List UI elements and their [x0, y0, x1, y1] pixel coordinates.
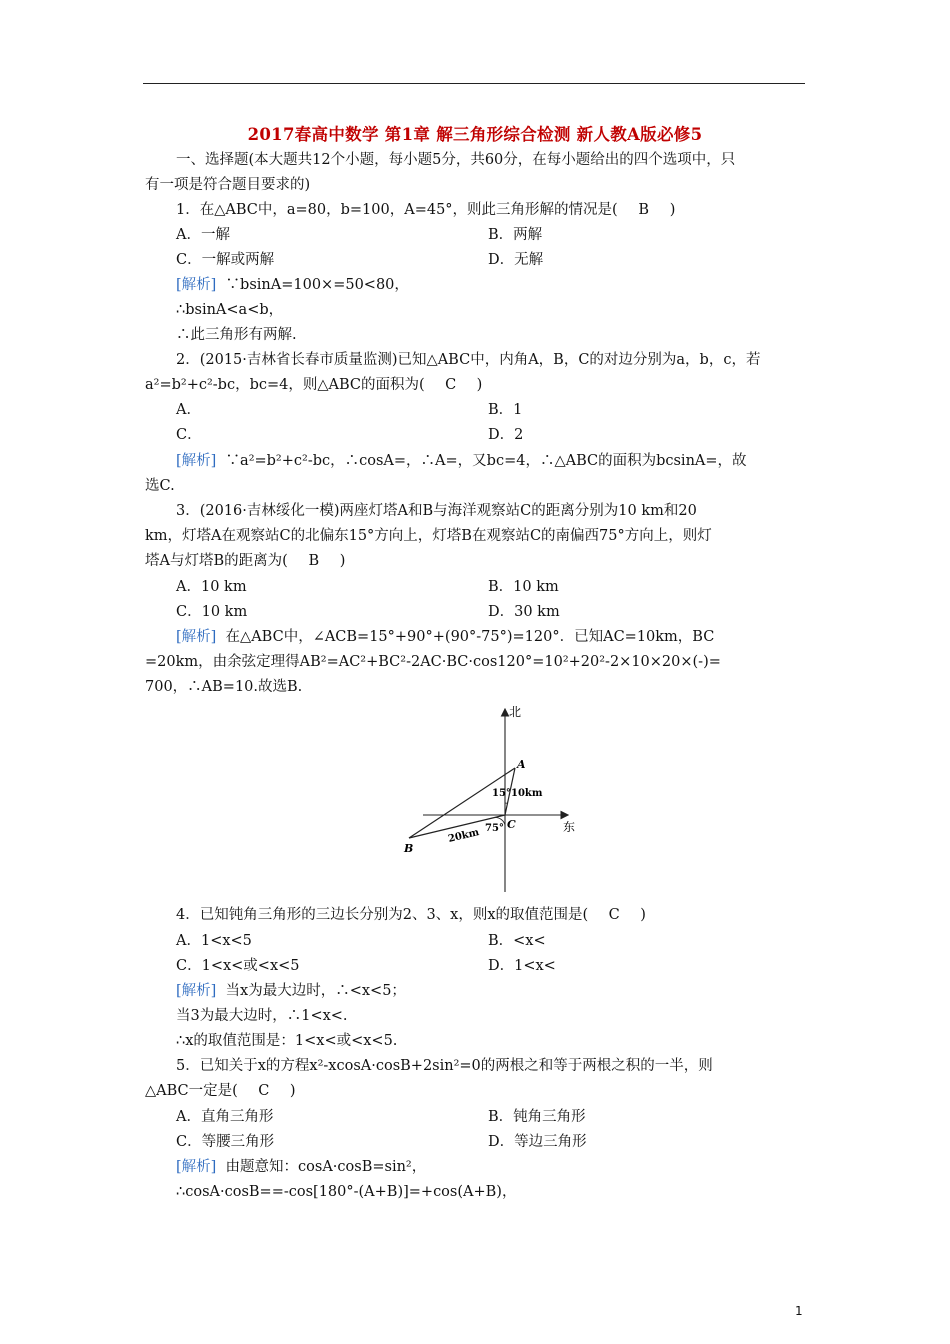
q1-solution-line-3: ∴此三角形有两解. — [176, 327, 297, 343]
q3-option-b: B．10 km — [488, 579, 559, 595]
q3-stem-text: 塔A与灯塔B的距离为( — [145, 553, 288, 569]
q2-solution-line-2: 选C. — [145, 478, 175, 494]
q3-close-paren: ) — [339, 553, 346, 569]
point-b-label: B — [404, 842, 414, 855]
q2-option-b: B．1 — [488, 402, 523, 418]
q3-solution-line-3: 700，∴AB=10.故选B. — [145, 679, 303, 695]
q5-solution-line-1 — [176, 1157, 426, 1177]
q5-solution-line-2: ∴cosA·cosB==-cos[180°-(A+B)]=+cos(A+B)， — [176, 1184, 517, 1200]
q2-option-c: C． — [176, 427, 202, 443]
q2-option-a: A． — [176, 402, 201, 418]
q2-stem-text: a²=b²+c²-bc，bc=4，则△ABC的面积为( — [145, 377, 425, 393]
q4-stem-text: 4．已知钝角三角形的三边长分别为2、3、x，则x的取值范围是( — [176, 907, 589, 923]
north-label: 北 — [509, 705, 522, 719]
q1-solution-text-1: ∵bsinA=100×=50<80， — [225, 277, 409, 293]
q3-solution-line-1 — [176, 627, 714, 647]
q5-solution-text-1: 由题意知：cosA·cosB=sin²， — [225, 1159, 427, 1175]
q4-option-b: B．<x< — [488, 933, 546, 949]
q4-option-c: C．1<x<或<x<5 — [176, 958, 300, 974]
lighthouse-diagram — [395, 700, 590, 900]
distance-20km-label: 20km — [447, 827, 481, 845]
q4-solution-text-1: 当x为最大边时，∴<x<5； — [225, 983, 406, 999]
analysis-tag: [解析] — [176, 983, 217, 999]
q1-answer: B — [638, 202, 650, 218]
header-rule — [143, 83, 805, 84]
q3-answer: B — [308, 553, 320, 569]
page-number: 1 — [795, 1304, 803, 1318]
q3-option-a: A．10 km — [176, 579, 247, 595]
q1-option-d: D．无解 — [488, 252, 544, 268]
q5-option-b: B．钝角三角形 — [488, 1109, 586, 1125]
q1-close-paren: ) — [669, 202, 676, 218]
q4-solution-line-1 — [176, 981, 406, 1001]
q4-stem — [176, 905, 646, 925]
point-a-label: A — [517, 758, 526, 771]
analysis-tag: [解析] — [176, 1159, 217, 1175]
point-c-label: C — [507, 818, 516, 831]
analysis-tag: [解析] — [176, 629, 217, 645]
section-heading-line-1: 一、选择题(本大题共12个小题，每小题5分，共60分，在每小题给出的四个选项中，只 — [176, 152, 736, 168]
q3-stem-line-1: 3．(2016·吉林绥化一模)两座灯塔A和B与海洋观察站C的距离分别为10 km和20 — [176, 503, 697, 519]
q4-close-paren: ) — [640, 907, 646, 923]
q3-stem-line-2: km，灯塔A在观察站C的北偏东15°方向上，灯塔B在观察站C的南偏西75°方向上，则灯 — [145, 528, 712, 544]
q1-stem-text: 1．在△ABC中，a=80，b=100，A=45°，则此三角形解的情况是( — [176, 202, 618, 218]
q3-option-c: C．10 km — [176, 604, 248, 620]
q4-option-d: D．1<x< — [488, 958, 556, 974]
q4-solution-line-3: ∴x的取值范围是：1<x<或<x<5. — [176, 1033, 398, 1049]
q3-stem-line-3 — [145, 551, 345, 571]
q3-option-d: D．30 km — [488, 604, 560, 620]
q2-option-d: D．2 — [488, 427, 524, 443]
document-title: 2017春高中数学 第1章 解三角形综合检测 新人教A版必修5 — [247, 125, 703, 144]
q3-solution-line-2: =20km，由余弦定理得AB²=AC²+BC²-2AC·BC·cos120°=10²+20²-2×10×20×(-)= — [145, 654, 721, 670]
q2-answer: C — [445, 377, 457, 393]
q3-solution-text-1: 在△ABC中，∠ACB=15°+90°+(90°-75°)=120°．已知AC=10km，BC — [225, 629, 715, 645]
angle-15-label: 15° — [492, 788, 511, 799]
q5-stem-line-1: 5．已知关于x的方程x²-xcosA·cosB+2sin²=0的两根之和等于两根之积的一半，则 — [176, 1058, 713, 1074]
q4-answer: C — [608, 907, 620, 923]
q1-solution-line-2: ∴bsinA<a<b， — [176, 302, 284, 318]
q4-option-a: A．1<x<5 — [176, 933, 252, 949]
analysis-tag: [解析] — [176, 277, 217, 293]
q2-stem-line-1: 2．(2015·吉林省长春市质量监测)已知△ABC中，内角A，B，C的对边分别为a，b，c，若 — [176, 352, 761, 368]
q2-close-paren: ) — [476, 377, 483, 393]
q1-option-b: B．两解 — [488, 227, 543, 243]
q2-solution-line-1 — [176, 451, 747, 471]
q5-option-c: C．等腰三角形 — [176, 1134, 275, 1150]
q5-close-paren: ) — [289, 1083, 296, 1099]
q5-answer: C — [258, 1083, 270, 1099]
q5-option-d: D．等边三角形 — [488, 1134, 587, 1150]
distance-10km-label: 10km — [511, 788, 543, 799]
q1-option-a: A．一解 — [176, 227, 230, 243]
analysis-tag: [解析] — [176, 453, 217, 469]
east-label: 东 — [563, 820, 576, 834]
q1-solution-line-1 — [176, 275, 409, 295]
q5-stem-text: △ABC一定是( — [145, 1083, 238, 1099]
q2-stem-line-2 — [145, 375, 482, 395]
q5-option-a: A．直角三角形 — [176, 1109, 274, 1125]
q1-stem — [176, 200, 675, 220]
q4-solution-line-2: 当3为最大边时，∴1<x<. — [176, 1008, 348, 1024]
q1-option-c: C．一解或两解 — [176, 252, 275, 268]
section-heading-line-2: 有一项是符合题目要求的) — [145, 177, 311, 193]
angle-75-label: 75° — [485, 823, 504, 834]
q5-stem-line-2 — [145, 1081, 295, 1101]
q2-solution-text-1: ∵a²=b²+c²-bc，∴cosA=，∴A=，又bc=4，∴△ABC的面积为bcsinA=，故 — [225, 453, 747, 469]
